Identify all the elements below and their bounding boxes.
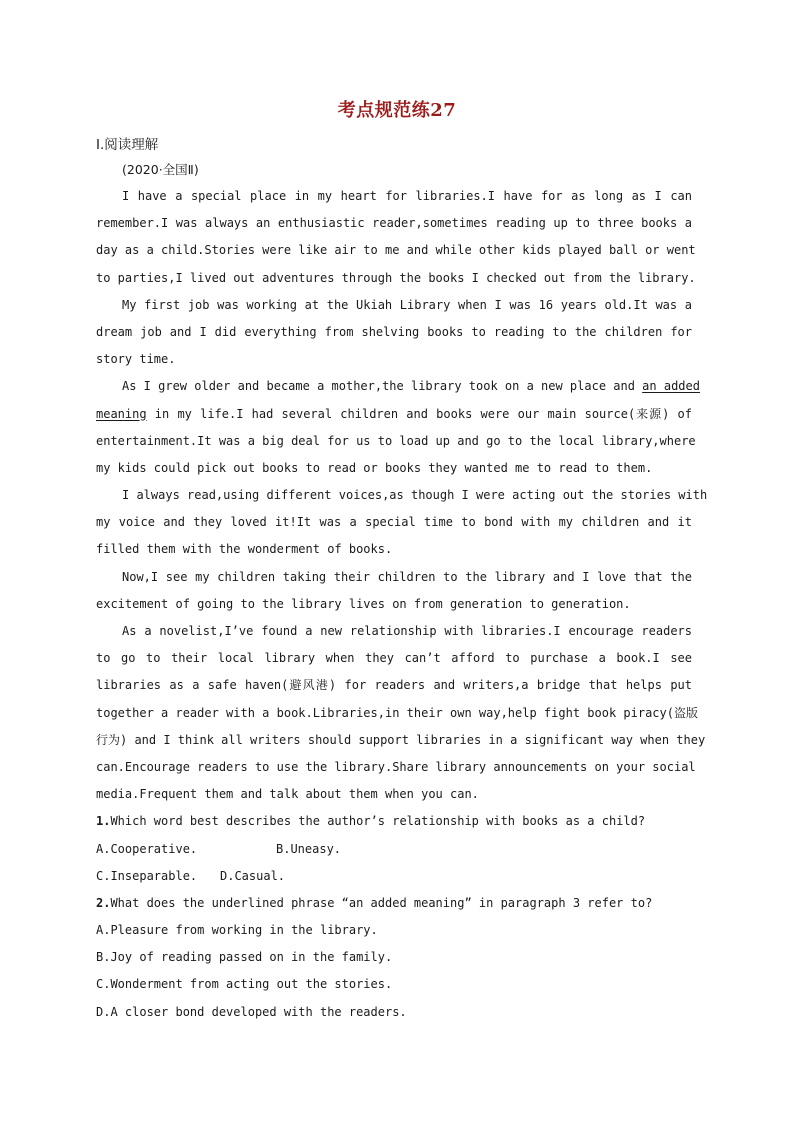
option-b: B.Joy of reading passed on in the family. [96,950,393,965]
passage-line: dream job and I did everything from shelving books to reading to the children for [96,324,692,339]
page-title: 考点规范练27 [337,100,457,121]
source-label: (2020·全国Ⅱ) [122,162,199,177]
underlined-phrase: meaning [96,406,147,421]
passage-line [96,401,692,428]
passage-line: My first job was working at the Ukiah Library when I was 16 years old.It was a [122,297,692,312]
question-stem: Which word best describes the author’s relationship with books as a child? [110,814,646,829]
question-1 [96,808,692,835]
passage-line: together a reader with a book.Libraries,in their own way,help fight book piracy(盗版 [96,705,698,720]
passage-line: to parties,I lived out adventures through the books I checked out from the library. [96,270,696,285]
passage-line: entertainment.It was a big deal for us to load up and go to the local library,where [96,433,696,448]
option-a: A.Pleasure from working in the library. [96,923,378,938]
passage-line: remember.I was always an enthusiastic reader,sometimes reading up to three books a [96,216,692,231]
question-1-options-row [96,863,692,890]
question-2 [96,890,692,917]
passage-body [96,183,708,1026]
passage-line: media.Frequent them and talk about them when you can. [96,787,479,802]
passage-line: libraries as a safe haven(避风港) for readers and writers,a bridge that helps put [96,678,692,693]
passage-line: As a novelist,I’ve found a new relationship with libraries.I encourage readers [122,624,692,638]
passage-line: filled them with the wonderment of books. [96,542,393,557]
option-c: C.Wonderment from acting out the stories. [96,977,393,992]
question-number: 1. [96,814,111,829]
section-heading: Ⅰ.阅读理解 [96,137,159,153]
option-c: C.Inseparable. [96,868,198,883]
question-stem: What does the underlined phrase “an added meaning” in paragraph 3 refer to? [110,895,653,910]
passage-line: Now,I see my children taking their children to the library and I love that the [122,569,692,584]
passage-text: in my life.I had several children and books were our main source(来源) of [146,406,692,421]
passage-line: day as a child.Stories were like air to me and while other kids played ball or went [96,243,696,258]
passage-line: to go to their local library when they can’t afford to purchase a book.I see [96,651,692,666]
question-number: 2. [96,895,111,910]
passage-line: 行为) and I think all writers should support libraries in a significant way when they [96,732,706,747]
passage-line: my kids could pick out books to read or books they wanted me to read to them. [96,460,653,475]
passage-text: As I grew older and became a mother,the library took on a new place and [122,379,643,394]
passage-line: I have a special place in my heart for libraries.I have for as long as I can [122,189,692,203]
passage-line: story time. [96,352,176,367]
passage-line: my voice and they loved it!It was a special time to bond with my children and it [96,515,692,530]
passage-line [96,373,700,400]
underlined-phrase: an added [642,379,700,394]
option-d: D.Casual. [220,868,286,883]
passage-line: can.Encourage readers to use the library.Share library announcements on your social [96,759,696,774]
option-a: A.Cooperative. [96,841,198,856]
question-1-options-row [96,836,692,863]
option-b: B.Uneasy. [276,841,342,856]
passage-line: I always read,using different voices,as though I were acting out the stories with [122,488,708,503]
passage-line: excitement of going to the library lives on from generation to generation. [96,596,631,611]
option-d: D.A closer bond developed with the readers. [96,1004,407,1019]
